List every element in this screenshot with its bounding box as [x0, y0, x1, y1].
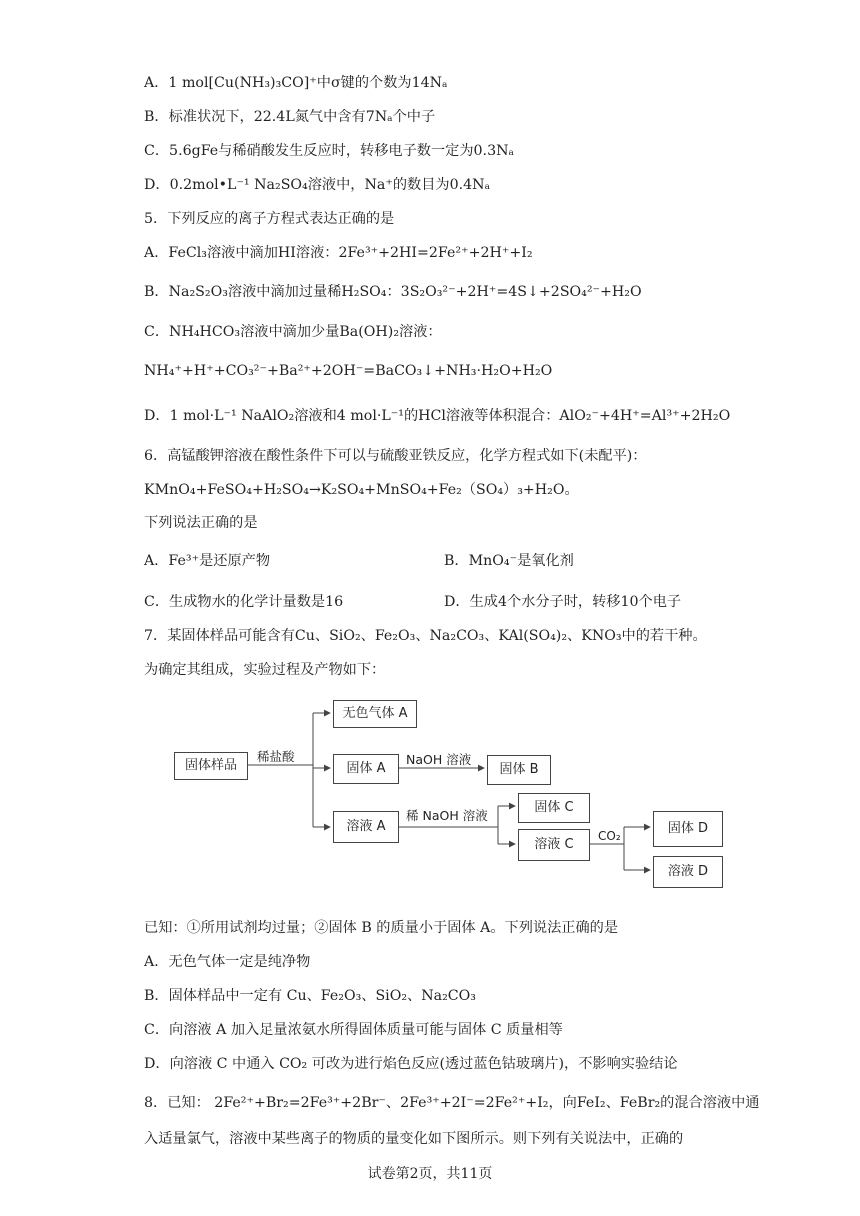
flow-solid-c-box: 固体 C [518, 793, 590, 823]
q7-option-d: D．向溶液 C 中通入 CO₂ 可改为进行焰色反应(透过蓝色钴玻璃片)，不影响实验结论 [144, 1056, 678, 1072]
q4-option-d: D．0.2mol•L⁻¹ Na₂SO₄溶液中，Na⁺的数目为0.4Nₐ [144, 177, 491, 193]
flow-co2-label: CO₂ [598, 829, 621, 843]
flow-dilute-naoh-label: 稀 NaOH 溶液 [406, 808, 488, 823]
q5-option-c-equation: NH₄⁺+H⁺+CO₃²⁻+Ba²⁺+2OH⁻=BaCO₃↓+NH₃·H₂O+H₂O [144, 363, 553, 379]
flow-naoh-label: NaOH 溶液 [406, 752, 472, 767]
flow-solution-c-box: 溶液 C [518, 829, 590, 861]
flow-solution-a-box: 溶液 A [333, 811, 399, 843]
flow-solid-sample-box: 固体样品 [174, 752, 248, 780]
q7-option-a: A．无色气体一定是纯净物 [144, 954, 311, 970]
q6-stem: 6．高锰酸钾溶液在酸性条件下可以与硫酸亚铁反应，化学方程式如下(未配平)： [144, 448, 647, 464]
q4-option-b: B．标准状况下，22.4L氮气中含有7Nₐ个中子 [144, 109, 436, 125]
q6-question: 下列说法正确的是 [144, 515, 258, 531]
flow-reagent-hcl-label: 稀盐酸 [257, 749, 295, 764]
q7-stem-continued: 为确定其组成，实验过程及产物如下： [144, 662, 386, 678]
q8-line-2: 入适量氯气，溶液中某些离子的物质的量变化如下图所示。则下列有关说法中，正确的 [144, 1131, 684, 1147]
q4-option-c: C．5.6gFe与稀硝酸发生反应时，转移电子数一定为0.3Nₐ [144, 143, 514, 159]
q7-stem: 7．某固体样品可能含有Cu、SiO₂、Fe₂O₃、Na₂CO₃、KAl(SO₄)₂、KNO₃中的若干种。 [144, 628, 707, 644]
q7-option-c: C．向溶液 A 加入足量浓氨水所得固体质量可能与固体 C 质量相等 [144, 1022, 563, 1038]
q7-known-conditions: 已知：①所用试剂均过量；②固体 B 的质量小于固体 A。下列说法正确的是 [144, 920, 619, 936]
flow-solid-b-box: 固体 B [487, 755, 551, 785]
q6-option-b: B．MnO₄⁻是氧化剂 [444, 553, 574, 569]
q6-option-d: D．生成4个水分子时，转移10个电子 [444, 594, 682, 610]
q5-option-a: A．FeCl₃溶液中滴加HI溶液：2Fe³⁺+2HI=2Fe²⁺+2H⁺+I₂ [144, 245, 533, 261]
flow-solution-d-box: 溶液 D [653, 856, 723, 888]
q5-stem: 5．下列反应的离子方程式表达正确的是 [144, 211, 395, 227]
q4-option-a: A．1 mol[Cu(NH₃)₃CO]⁺中σ键的个数为14Nₐ [144, 75, 448, 91]
page-footer: 试卷第2页，共11页 [367, 1166, 493, 1182]
q6-option-c: C．生成物水的化学计量数是16 [144, 594, 344, 610]
q6-option-a: A．Fe³⁺是还原产物 [144, 553, 271, 569]
flow-solid-a-box: 固体 A [333, 754, 399, 784]
flow-solid-d-box: 固体 D [653, 811, 723, 847]
q5-option-d: D．1 mol·L⁻¹ NaAlO₂溶液和4 mol·L⁻¹的HCl溶液等体积混合：AlO₂⁻+4H⁺=Al³⁺+2H₂O [144, 408, 731, 424]
q6-equation: KMnO₄+FeSO₄+H₂SO₄→K₂SO₄+MnSO₄+Fe₂（SO₄）₃+H₂O。 [144, 482, 579, 498]
flow-gas-a-box: 无色气体 A [333, 700, 417, 728]
q8-line-1: 8．已知： 2Fe²⁺+Br₂=2Fe³⁺+2Br⁻、2Fe³⁺+2I⁻=2Fe²⁺+I₂，向FeI₂、FeBr₂的混合溶液中通 [144, 1095, 760, 1111]
q5-option-c: C．NH₄HCO₃溶液中滴加少量Ba(OH)₂溶液： [144, 324, 442, 340]
q5-option-b: B．Na₂S₂O₃溶液中滴加过量稀H₂SO₄：3S₂O₃²⁻+2H⁺=4S↓+2SO₄²⁻+H₂O [144, 284, 642, 300]
q7-option-b: B．固体样品中一定有 Cu、Fe₂O₃、SiO₂、Na₂CO₃ [144, 988, 476, 1004]
